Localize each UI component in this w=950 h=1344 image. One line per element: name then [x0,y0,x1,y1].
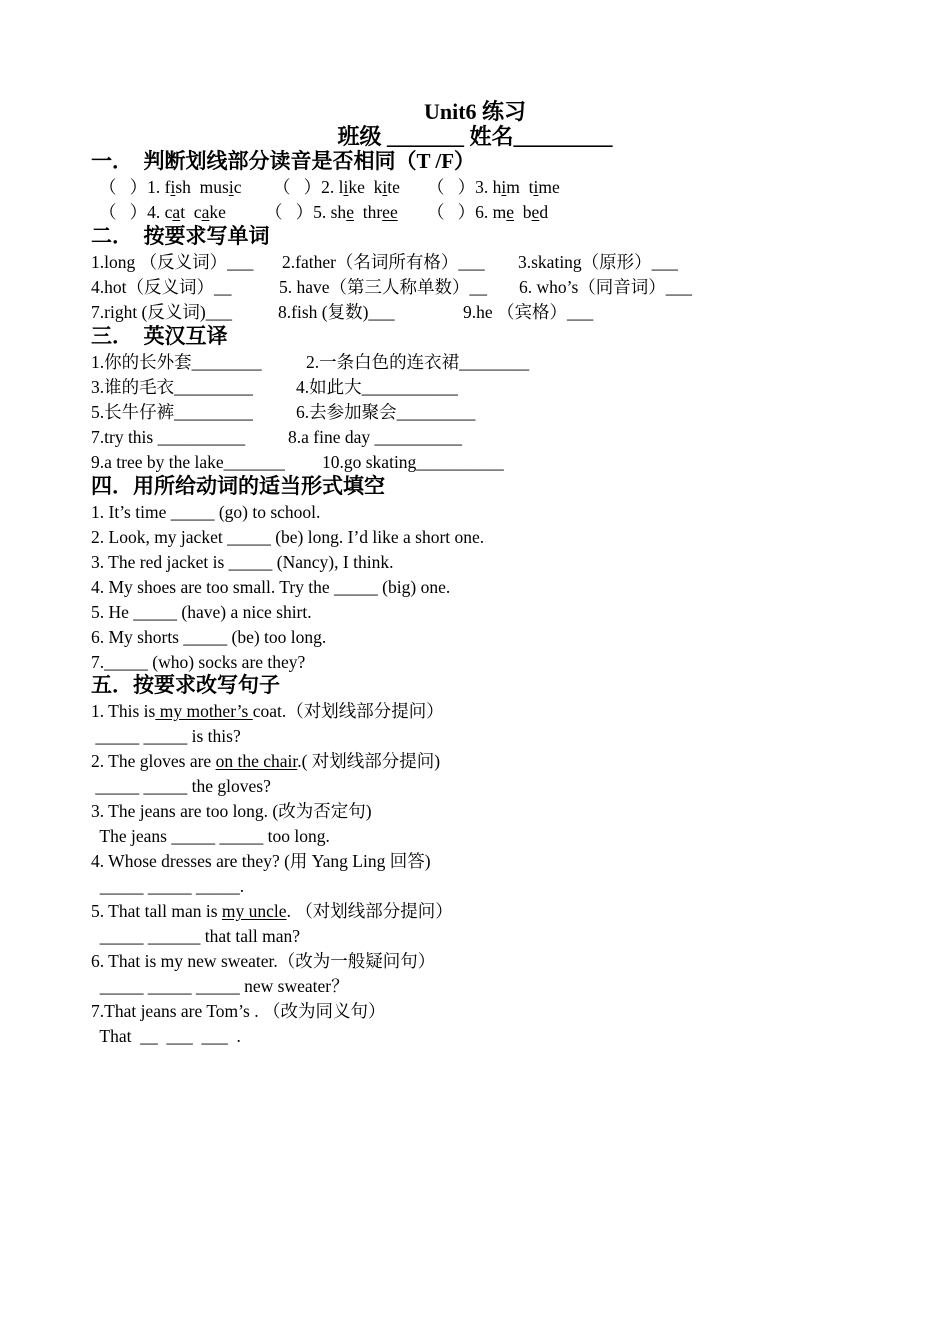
section4-item-3: 3. The red jacket is _____ (Nancy), I think. [91,552,394,572]
section5-q7-answer: That __ ___ ___ . [91,1026,241,1046]
section3-row1: 1.你的长外套________ 2.一条白色的连衣裙________ [91,352,530,372]
section5-q6: 6. That is my new sweater.（改为一般疑问句） [91,951,436,971]
section3-row4: 7.try this __________ 8.a fine day __________ [91,427,462,447]
section5-q6-answer: _____ _____ _____ new sweater？ [91,976,349,996]
section5-q3-answer: The jeans _____ _____ too long. [91,826,330,846]
section4-item-5: 5. He _____ (have) a nice shirt. [91,602,312,622]
section3-heading: 三． 英汉互译 [91,324,228,348]
section1-heading: 一． 判断划线部分读音是否相同（T /F） [91,149,476,173]
section5-q5-answer: _____ ______ that tall man? [91,926,300,946]
section5-q7: 7.That jeans are Tom’s . （改为同义句） [91,1001,386,1021]
section3-row2: 3.谁的毛衣_________ 4.如此大___________ [91,377,458,397]
page-title: Unit6 练习 [423,99,527,124]
section4-item-6: 6. My shorts _____ (be) too long. [91,627,327,647]
section5-q1: 1. This is my mother’s coat.（对划线部分提问） [91,701,444,721]
section2-row1: 1.long （反义词）___ 2.father（名词所有格）___ 3.skating（原形）___ [91,252,678,272]
section5-q3: 3. The jeans are too long. (改为否定句) [91,801,372,821]
section5-q4: 4. Whose dresses are they? (用 Yang Ling 回答) [91,851,431,871]
section5-q2-answer: _____ _____ the gloves? [91,776,271,796]
section5-q4-answer: _____ _____ _____. [91,876,245,896]
section5-q1-answer: _____ _____ is this? [91,726,241,746]
section2-row3: 7.right (反义词)___ 8.fish (复数)___ 9.he （宾格）___ [91,302,594,322]
section1-row1: （ ）1. fish music （ ）2. like kite （ ）3. him time [99,177,560,197]
section1-row2: （ ）4. cat cake （ ）5. she three （ ）6. me bed [99,202,549,222]
section4-item-2: 2. Look, my jacket _____ (be) long. I’d like a short one. [91,527,485,547]
section4-heading: 四．用所给动词的适当形式填空 [91,474,385,498]
section5-q5: 5. That tall man is my uncle. （对划线部分提问） [91,901,453,921]
section3-row5: 9.a tree by the lake_______ 10.go skating__________ [91,452,504,472]
section3-row3: 5.长牛仔裤_________ 6.去参加聚会_________ [91,402,476,422]
section4-item-4: 4. My shoes are too small. Try the _____ (big) one. [91,577,451,597]
section2-row2: 4.hot（反义词）__ 5. have（第三人称单数）__ 6. who’s（同音词）___ [91,277,693,297]
section4-item-7: 7._____ (who) socks are they? [91,652,306,672]
section5-q2: 2. The gloves are on the chair.( 对划线部分提问) [91,751,441,771]
section4-item-1: 1. It’s time _____ (go) to school. [91,502,321,522]
section2-heading: 二． 按要求写单词 [91,224,270,248]
section5-heading: 五．按要求改写句子 [91,673,280,697]
class-name-line: 班级 _______ 姓名_________ [337,124,613,149]
